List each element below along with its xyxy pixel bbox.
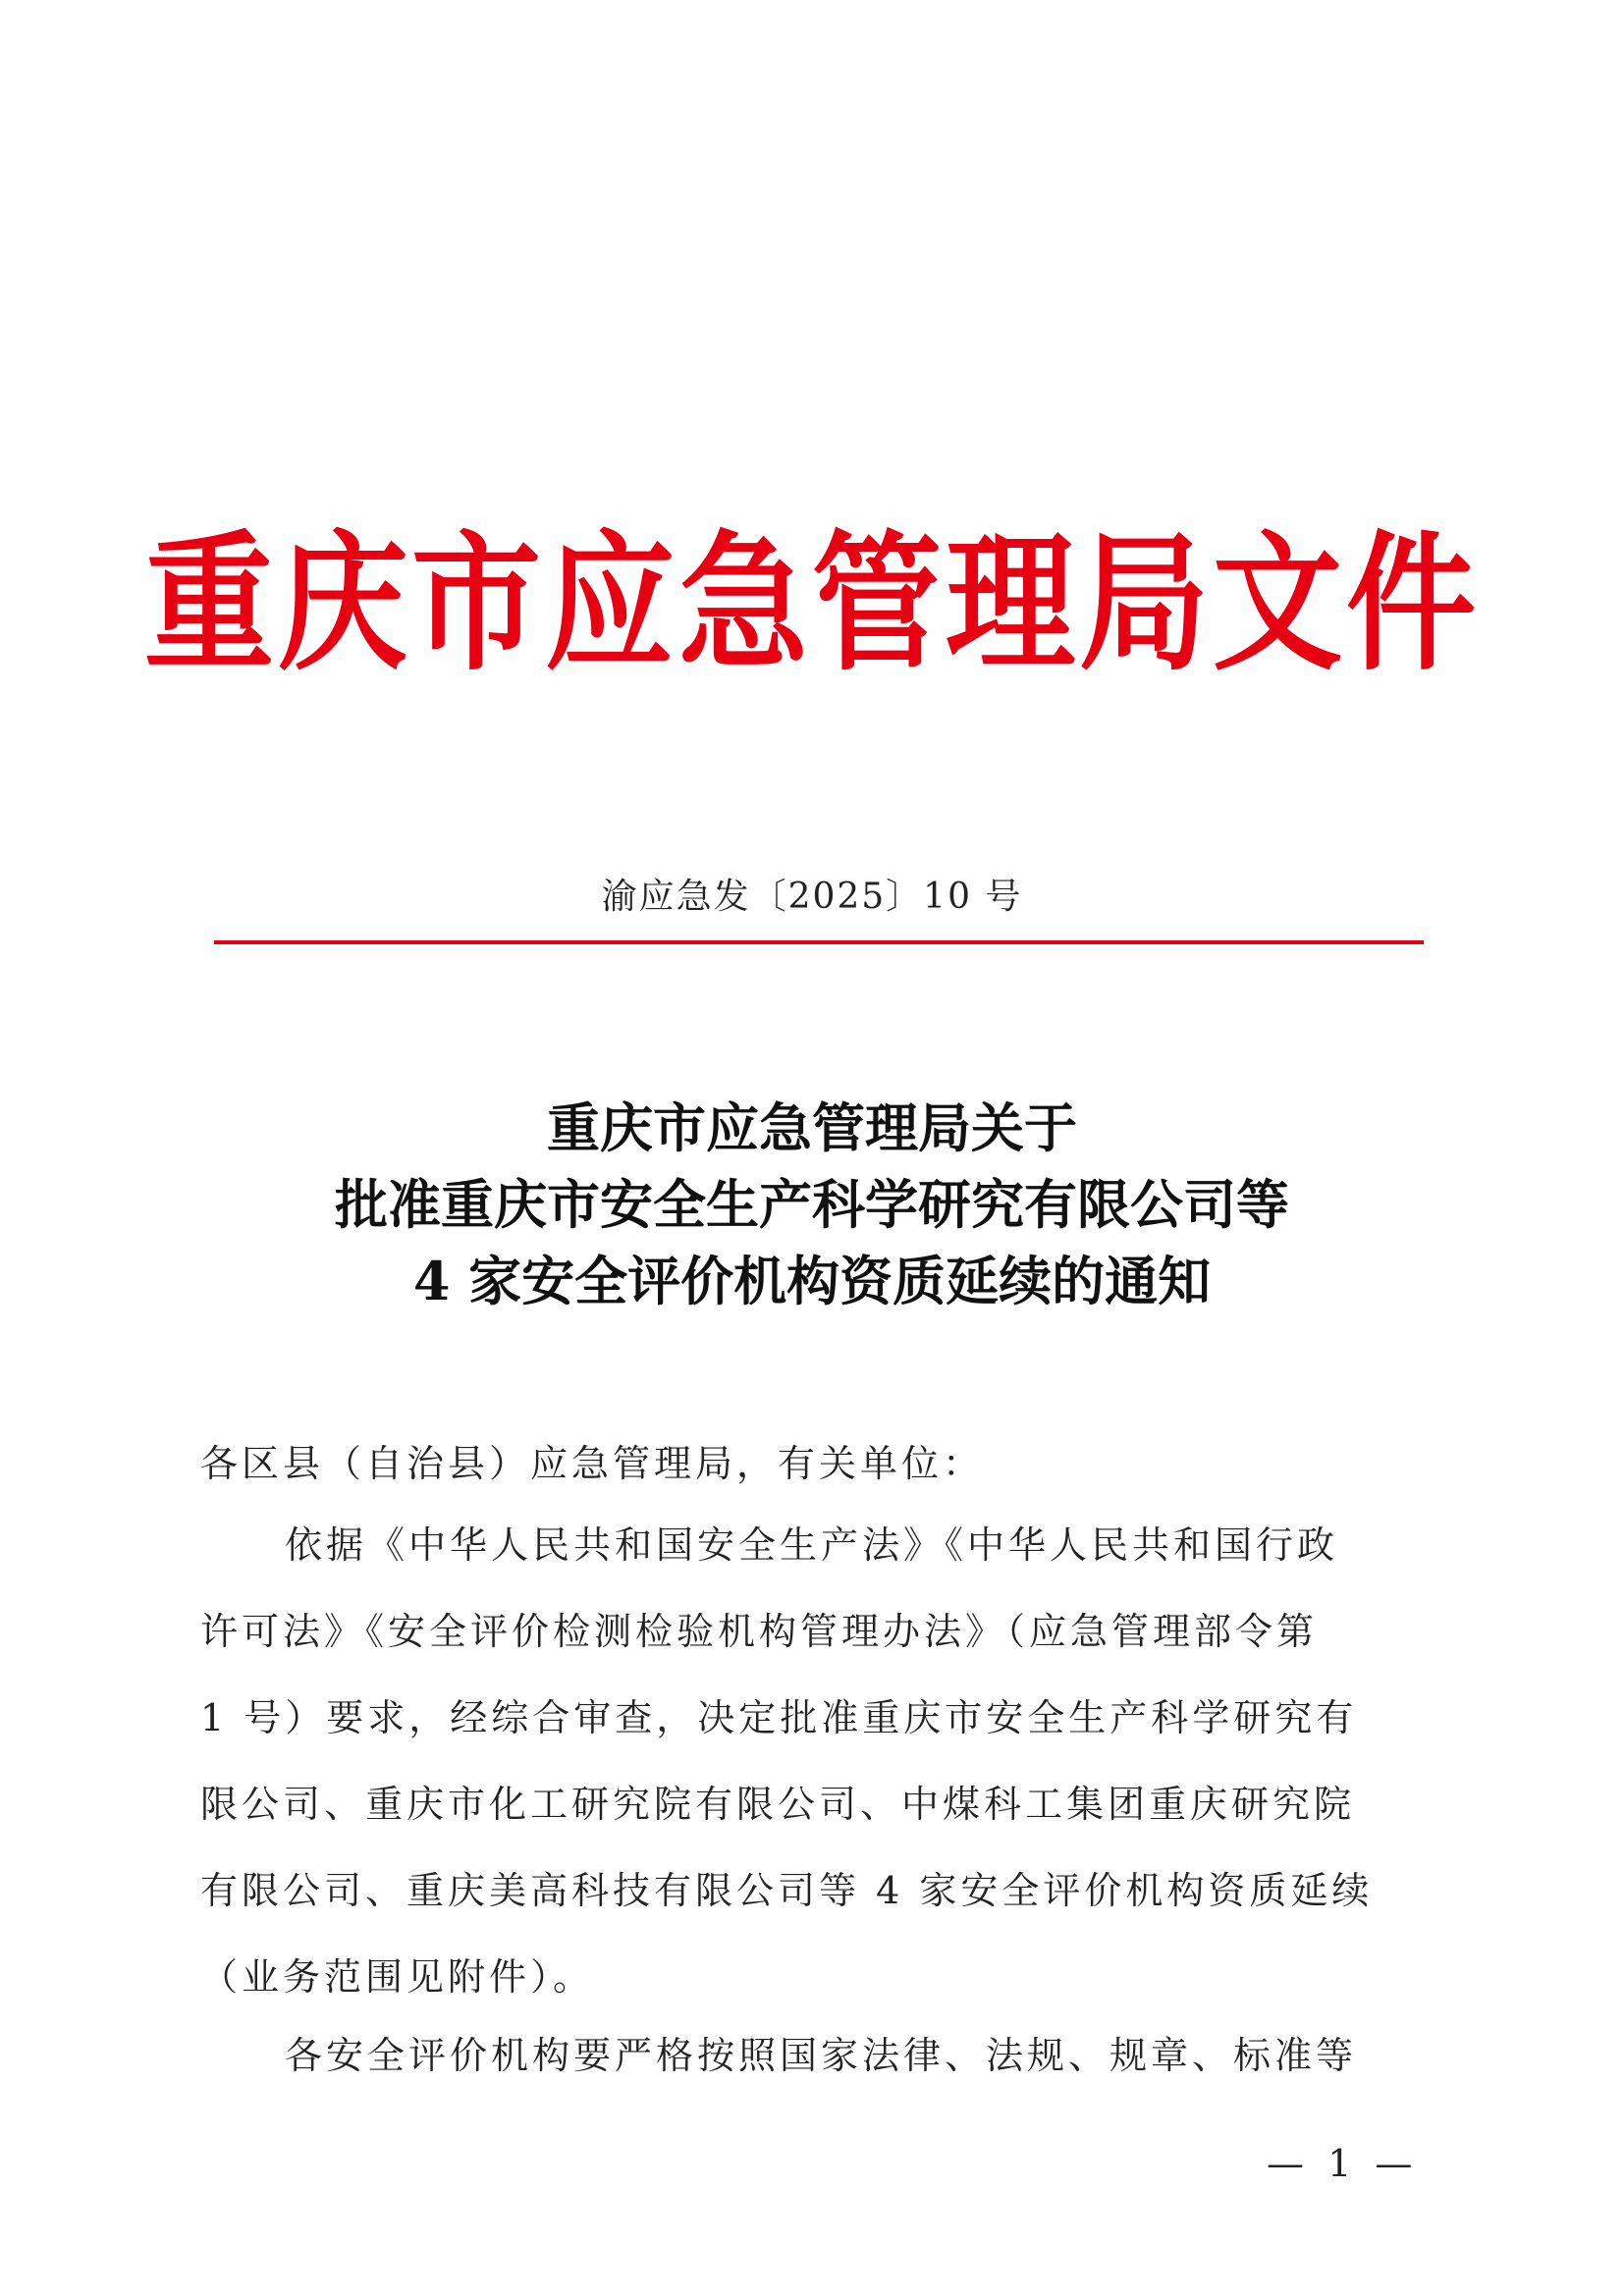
paragraph-line: 1 号）要求，经综合审查，决定批准重庆市安全生产科学研究有 [200, 1696, 1358, 1739]
paragraph-line: （业务范围见附件）。 [200, 1955, 595, 1999]
title-line-2: 批准重庆市安全生产科学研究有限公司等 [335, 1173, 1289, 1236]
red-separator-rule [214, 940, 1424, 944]
paragraph-line: 依据《中华人民共和国安全生产法》《中华人民共和国行政 [285, 1523, 1339, 1567]
paragraph-line: 有限公司、重庆美高科技有限公司等 4 家安全评价机构资质延续 [200, 1869, 1374, 1912]
title-line-1: 重庆市应急管理局关于 [547, 1096, 1077, 1159]
notice-title [0, 1090, 1624, 1319]
page-number: — 1 — [1267, 2142, 1419, 2185]
title-line-3: 4 家安全评价机构资质延续的通知 [412, 1250, 1212, 1312]
paragraph-line: 各安全评价机构要严格按照国家法律、法规、规章、标准等 [285, 2034, 1358, 2077]
paragraph-line: 限公司、重庆市化工研究院有限公司、中煤科工集团重庆研究院 [200, 1783, 1356, 1826]
body-paragraph-1 [200, 1502, 1418, 2020]
salutation: 各区县（自治县）应急管理局，有关单位： [200, 1442, 985, 1485]
body-paragraph-2 [200, 2012, 1418, 2099]
document-number: 渝应急发〔2025〕10 号 [601, 877, 1023, 917]
masthead-title: 重庆市应急管理局文件 [144, 516, 1480, 692]
paragraph-line: 许可法》《安全评价检测检验机构管理办法》（应急管理部令第 [200, 1610, 1319, 1653]
